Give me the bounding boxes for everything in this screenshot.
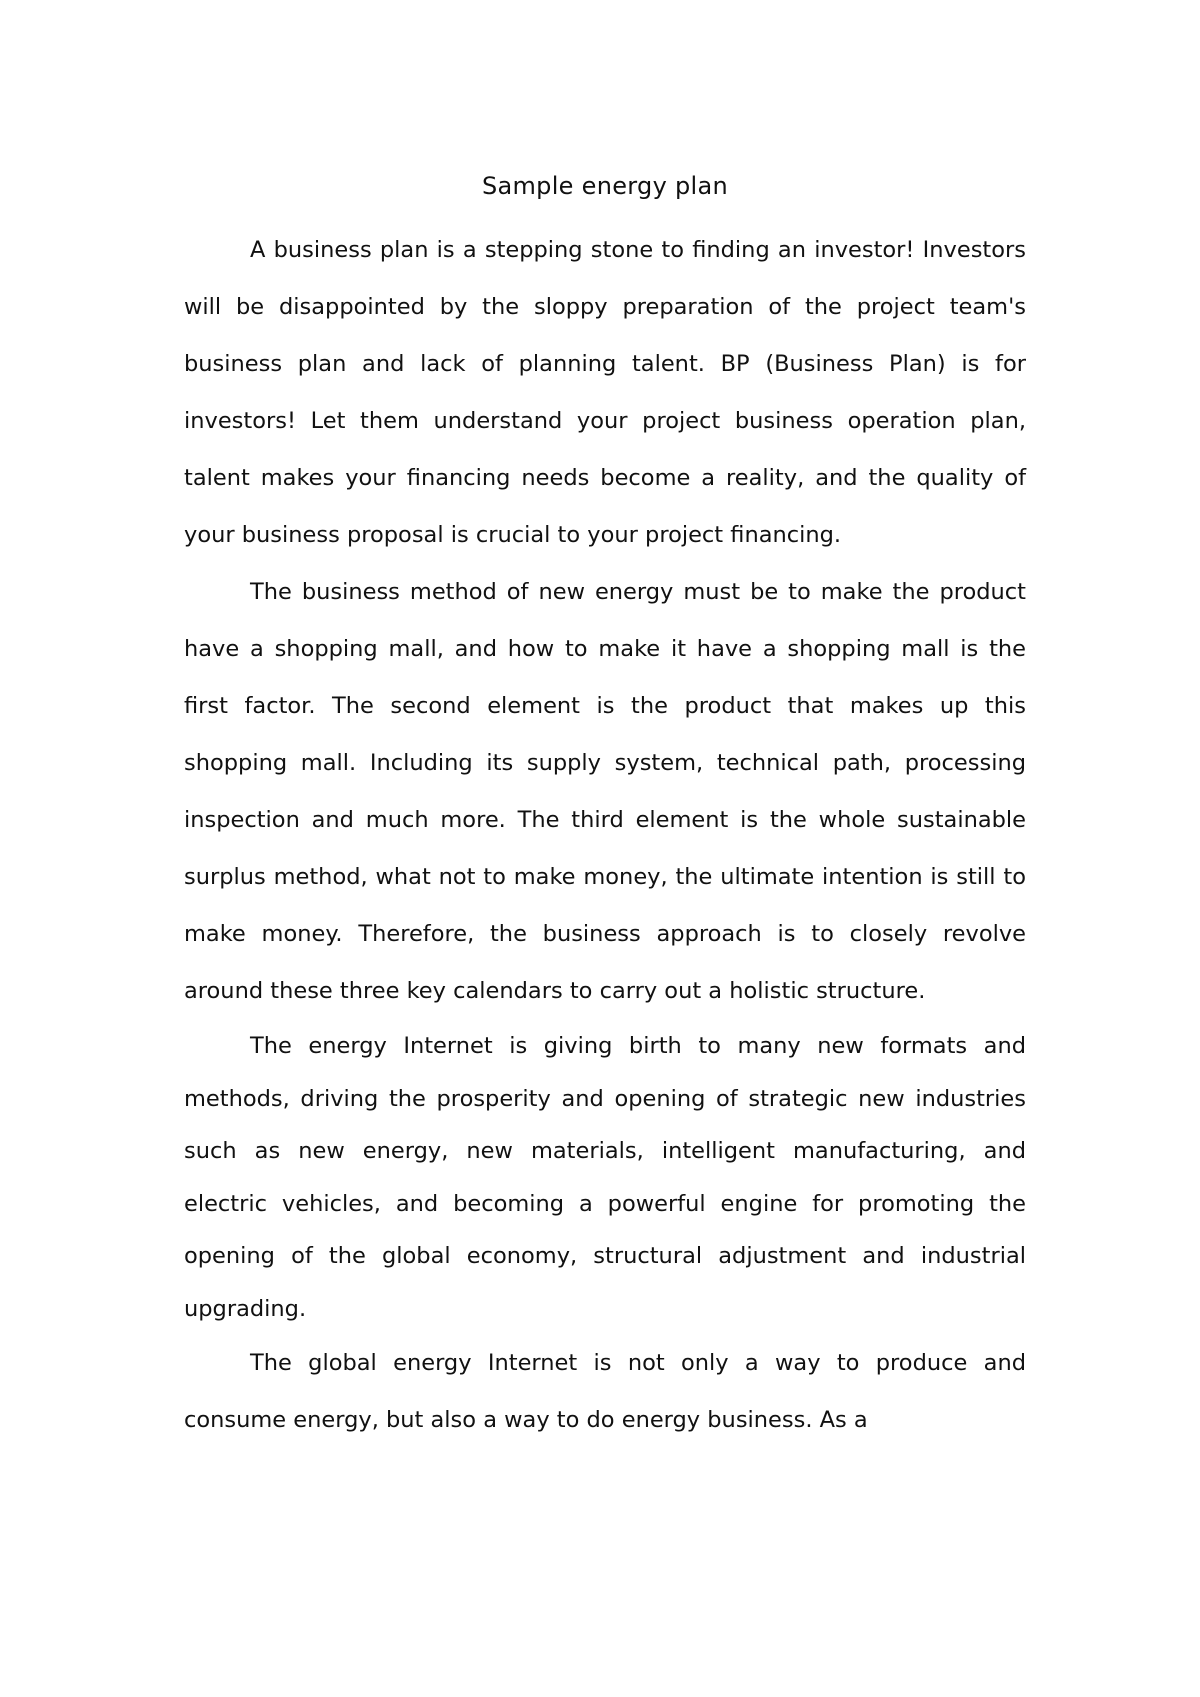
paragraph-3: The energy Internet is giving birth to many new formats and methods, driving the prosperity and opening of strategic new industries such as new energy, new materials, intelligent manufacturing, and electric vehicles, and becoming a powerful engine for promoting the opening of the global economy, structural adjustment and industrial upgrading. — [184, 1033, 1026, 1322]
paragraph-4: The global energy Internet is not only a way to produce and consume energy, but also a way to do energy business. As a — [184, 1350, 1026, 1433]
paragraph-1: A business plan is a stepping stone to finding an investor! Investors will be disappointed by the sloppy preparation of the project team's business plan and lack of planning talent. BP (Business Plan) is for investors! Let them understand your project business operation plan, talent makes your financing needs become a reality, and the quality of your business proposal is crucial to your project financing. — [184, 237, 1026, 548]
document-title: Sample energy plan — [481, 172, 729, 200]
paragraph-2: The business method of new energy must be to make the product have a shopping mall, and how to make it have a shopping mall is the first factor. The second element is the product that makes up this shopping mall. Including its supply system, technical path, processing inspection and much more. The third element is the whole sustainable surplus method, what not to make money, the ultimate intention is still to make money. Therefore, the business approach is to closely revolve around these three key calendars to carry out a holistic structure. — [184, 579, 1026, 1004]
document-body — [184, 166, 1026, 1449]
